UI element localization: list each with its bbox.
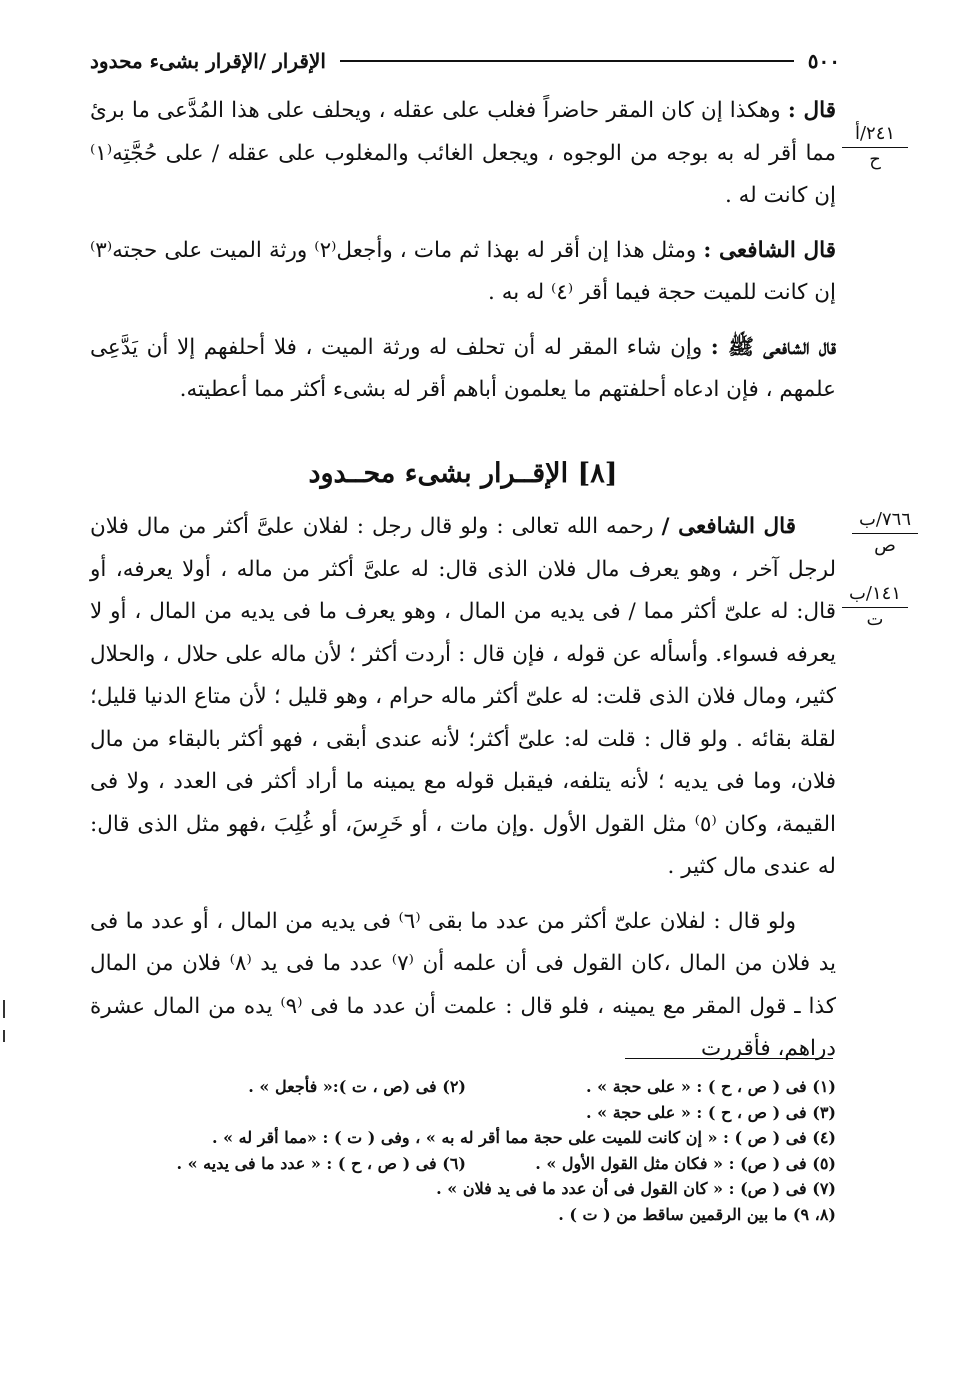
running-header: [90, 44, 840, 78]
margin-ref-2: [852, 510, 918, 556]
footnote-row: [90, 1176, 836, 1202]
paragraph-text: وهكذا إن كان المقر حاضراً فغلب على عقله ، ويحلف على هذا المُدَّعى ما برئ مما أقر له به بوجه من الوجوه ، ويجعل الغائب والمغلوب على عقله / على حُجَّتِه⁽١⁾ إن كانت له .: [90, 98, 836, 208]
footnote: [90, 1176, 436, 1202]
margin-ref-manuscript: ح: [869, 149, 881, 170]
speaker-label: قال الشافعى ﷺ :: [710, 334, 836, 360]
footnote: (٥) فى ( ص) : « فكان مثل القول الأول » .: [535, 1153, 836, 1173]
text-block-1: [90, 90, 836, 412]
header-rule: [340, 60, 794, 62]
margin-ref-manuscript: ت: [866, 609, 884, 630]
section-heading: [٨] الإقــرار بشىء محــدود: [308, 458, 618, 489]
footnote-row: [90, 1125, 836, 1151]
footnote: (٦) فى ( ص ، ح ) : « عدد ما فى يديه » .: [176, 1153, 466, 1173]
margin-ref-folio: ١٤١/ب: [842, 584, 908, 608]
footnote: [90, 1202, 466, 1228]
paragraph: [90, 90, 836, 218]
paragraph: [90, 327, 836, 412]
margin-ref-folio: ٢٤١/أ: [842, 124, 908, 148]
paragraph-text: ولو قال : لفلان علىّ أكثر من عدد ما بقى ⁽٦⁾ فى يديه من المال ، أو عدد ما فى يد فلان من المال ،كان القول فى أن علمه أن ⁽٧⁾ عدد ما فى يد ⁽٨⁾ فلان من المال كذا ـ قول المقر مع يمينه ، فلو قال : علمت أن عدد ما فى ⁽٩⁾ يده من المال عشرة دراهم، فأقررت: [90, 908, 837, 1061]
footnote-row: [90, 1151, 836, 1177]
footnote: (١) فى ( ص ، ح ) : « على حجة » .: [586, 1077, 836, 1096]
speaker-label: قال :: [787, 98, 836, 123]
scan-edge-mark: [3, 1000, 5, 1018]
page-number: ٥٠٠: [807, 49, 840, 73]
paragraph: [90, 506, 836, 889]
running-title: الإقرار /الإقرار بشىء محدود: [90, 49, 326, 73]
margin-ref-1: [842, 124, 908, 170]
footnote: (٣) فى ( ص ، ح ) : « على حجة » .: [586, 1102, 836, 1122]
footnotes: [90, 1074, 836, 1227]
footnote-row: [90, 1074, 836, 1100]
footnote: [90, 1100, 466, 1126]
scan-edge-mark: [3, 1030, 5, 1042]
margin-ref-folio: ٧٦٦/ب: [852, 510, 918, 534]
footnote-rule: [625, 1058, 833, 1059]
footnote-row: [90, 1202, 836, 1228]
footnote: (٨، ٩) ما بين الرقمين ساقط من ( ت ) .: [558, 1204, 836, 1224]
speaker-label: قال الشافعى /: [661, 514, 796, 539]
footnote: [90, 1125, 212, 1151]
paragraph-text: رحمه الله تعالى : ولو قال رجل : لفلان علىَّ أكثر من مال فلان لرجل آخر ، وهو يعرف مال فلان الذى قال: له علىَّ أكثر من ماله ، أولا يعرفه، أو قال: له علىّ أكثر مما / فى يديه من المال ، وهو يعرف ما فى يديه من المال ، أو لا يعرفه فسواء. وأسأله عن قوله ، فإن قال : أردت أكثر ؛ لأن ماله على حلال ، والحلال كثير، ومال فلان الذى قلت: له علىّ أكثر ماله حرام ، وهو قليل ؛ لأن متاع الدنيا قليل؛ لقلة بقائه . ولو قال : قلت له: علىّ أكثر؛ لأنه عندى أبقى ، فهو أكثر بالبقاء من مال فلان، وما فى يديه ؛ لأنه يتلفه، فيقبل قوله مع يمينه ما أراد أكثر فى العدد ، ولا فى القيمة، وكان ⁽٥⁾ مثل القول الأول .وإن مات ، أو خَرِسَ، أو غُلِبَ ،فهو مثل الذى قال: له عندى مال كثير .: [90, 514, 836, 879]
footnote: (٢) فى (ص ، ت ):« فأجعل » .: [248, 1077, 466, 1096]
margin-ref-manuscript: ص: [874, 535, 896, 556]
paragraph-text: وإن شاء المقر له أن تحلف له ورثة الميت ، فلا أحلفهم إلا أن يَدَّعِى علمهم ، فإن ادعاه أحلفتهم ما يعلمون أباهم أقر له بشىء أكثر مما أعطيته.: [90, 334, 836, 402]
paragraph-text: ومثل هذا إن أقر له بهذا ثم مات ، وأجعل⁽٢⁾ ورثة الميت على حجته⁽٣⁾ إن كانت للميت حجة فيما أقر ⁽٤⁾ له به .: [90, 237, 836, 305]
text-block-2: [90, 506, 836, 1071]
footnote-row: [90, 1100, 836, 1126]
speaker-label: قال الشافعى :: [703, 237, 836, 263]
margin-ref-3: [842, 584, 908, 630]
paragraph: [90, 230, 836, 315]
paragraph: [90, 901, 836, 1071]
footnote: (٧) فى ( ص) : « كان القول فى أن عدد ما فى يد فلان » .: [436, 1179, 836, 1198]
footnote: (٤) فى ( ص ) : « إن كانت للميت على حجة مما أقر له به » ، وفى ( ت ) : «مما أقر له » .: [211, 1128, 836, 1147]
